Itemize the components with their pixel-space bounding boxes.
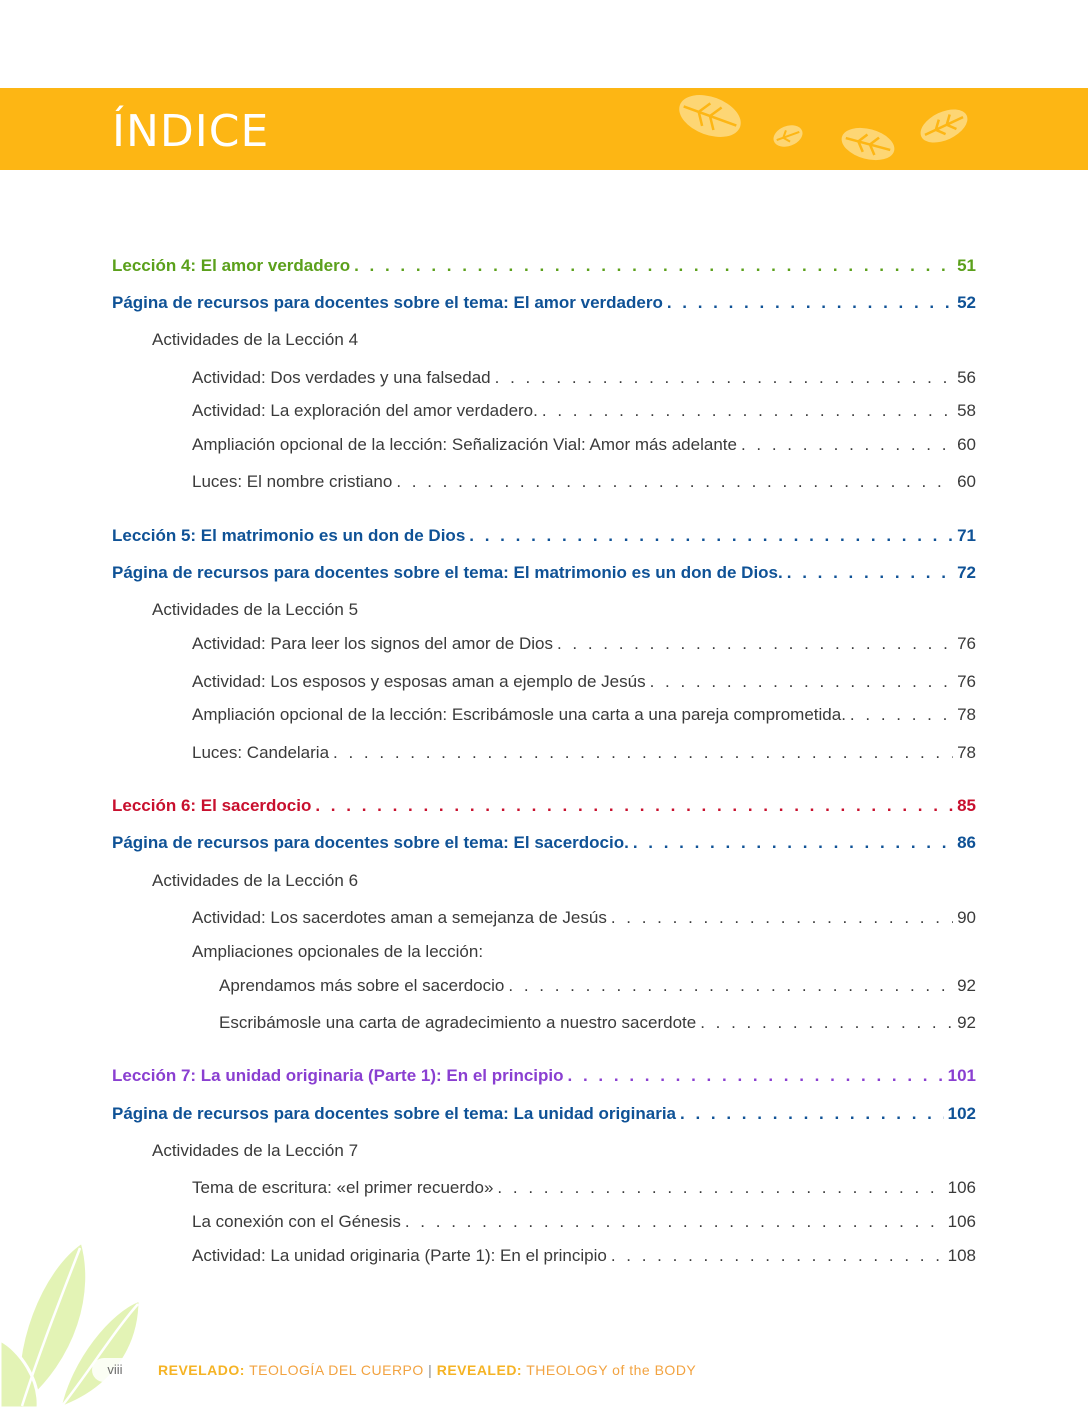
toc-entry-title: Actividades de la Lección 6 bbox=[152, 871, 359, 890]
page-title: ÍNDICE bbox=[112, 106, 270, 157]
toc-page-number: 60 bbox=[957, 472, 976, 491]
toc-entry-lesson[interactable] bbox=[112, 1064, 976, 1088]
toc-entry[interactable] bbox=[192, 433, 976, 457]
toc-entry[interactable] bbox=[219, 1011, 976, 1035]
toc-entry-title: Página de recursos para docentes sobre el tema: El sacerdocio. bbox=[112, 833, 629, 852]
toc-page-number: 92 bbox=[957, 976, 976, 995]
toc-dot-leader bbox=[611, 1244, 944, 1268]
toc-page-number: 51 bbox=[957, 256, 976, 275]
toc-dot-leader bbox=[354, 254, 953, 278]
toc-page-number: 106 bbox=[947, 1178, 976, 1197]
toc-dot-leader bbox=[741, 433, 953, 457]
toc-entry-title: Lección 6: El sacerdocio bbox=[112, 796, 312, 815]
toc-entry[interactable] bbox=[192, 1244, 976, 1268]
toc-dot-leader bbox=[787, 561, 953, 585]
toc-dot-leader bbox=[700, 1011, 953, 1035]
toc-entry-title: Aprendamos más sobre el sacerdocio bbox=[219, 976, 505, 995]
toc-page-number: 90 bbox=[957, 908, 976, 927]
toc-dot-leader bbox=[333, 741, 953, 765]
toc-entry-title: La conexión con el Génesis bbox=[192, 1212, 401, 1231]
toc-entry-title: Actividades de la Lección 4 bbox=[152, 330, 359, 349]
toc-page-number: 76 bbox=[957, 634, 976, 653]
decorative-leaves-icon bbox=[660, 88, 1000, 170]
toc-page-number: 78 bbox=[957, 743, 976, 762]
toc-entry-title: Actividad: La unidad originaria (Parte 1): En el principio bbox=[192, 1246, 607, 1265]
toc-entry[interactable] bbox=[192, 1176, 976, 1200]
toc-entry-title: Página de recursos para docentes sobre el tema: El amor verdadero bbox=[112, 293, 663, 312]
toc-section-heading[interactable] bbox=[152, 869, 976, 893]
toc-dot-leader bbox=[557, 632, 953, 656]
toc-entry[interactable] bbox=[192, 1210, 976, 1234]
footer-brand-line bbox=[158, 1358, 696, 1382]
toc-dot-leader bbox=[680, 1102, 944, 1126]
toc-page-number: 102 bbox=[947, 1104, 976, 1123]
toc-dot-leader bbox=[850, 703, 953, 727]
toc-entry-title: Luces: Candelaria bbox=[192, 743, 330, 762]
toc-entry[interactable] bbox=[192, 632, 976, 656]
toc-entry[interactable] bbox=[192, 670, 976, 694]
toc-page-number: 92 bbox=[957, 1013, 976, 1032]
toc-entry-lesson[interactable] bbox=[112, 254, 976, 278]
toc-page-number: 56 bbox=[957, 368, 976, 387]
toc-entry-title: Ampliación opcional de la lección: Escribámosle una carta a una pareja comprometida. bbox=[192, 705, 846, 724]
toc-section-heading[interactable] bbox=[152, 598, 976, 622]
toc-page-number: 86 bbox=[957, 833, 976, 852]
toc-entry-lesson[interactable] bbox=[112, 561, 976, 585]
toc-dot-leader bbox=[650, 670, 953, 694]
toc-entry-lesson[interactable] bbox=[112, 794, 976, 818]
toc-entry-title: Luces: El nombre cristiano bbox=[192, 472, 393, 491]
toc-page-number: 72 bbox=[957, 563, 976, 582]
toc-page-number: 108 bbox=[947, 1246, 976, 1265]
toc-entry-title: Página de recursos para docentes sobre el tema: La unidad originaria bbox=[112, 1104, 677, 1123]
toc-entry-title: Ampliación opcional de la lección: Señalización Vial: Amor más adelante bbox=[192, 435, 737, 454]
toc-dot-leader bbox=[508, 974, 953, 998]
toc-entry-title: Lección 4: El amor verdadero bbox=[112, 256, 351, 275]
toc-entry-title: Actividades de la Lección 7 bbox=[152, 1141, 359, 1160]
toc-dot-leader bbox=[542, 399, 953, 423]
toc-entry-title: Escribámosle una carta de agradecimiento a nuestro sacerdote bbox=[219, 1013, 697, 1032]
brand-separator: | bbox=[428, 1362, 433, 1378]
toc-entry-title: Actividad: Los sacerdotes aman a semejanza de Jesús bbox=[192, 908, 607, 927]
toc-entry[interactable] bbox=[192, 399, 976, 423]
brand-es-bold: REVELADO: bbox=[158, 1362, 245, 1378]
toc-section-heading[interactable] bbox=[152, 1139, 976, 1163]
toc-entry-title: Página de recursos para docentes sobre el tema: El matrimonio es un don de Dios. bbox=[112, 563, 783, 582]
toc-dot-leader bbox=[469, 524, 953, 548]
toc-page-number: 106 bbox=[947, 1212, 976, 1231]
toc-entry-lesson[interactable] bbox=[112, 524, 976, 548]
toc-entry-title: Actividad: Los esposos y esposas aman a ejemplo de Jesús bbox=[192, 672, 646, 691]
toc-entry[interactable] bbox=[192, 940, 976, 964]
toc-entry[interactable] bbox=[192, 906, 976, 930]
toc-dot-leader bbox=[633, 831, 953, 855]
toc-dot-leader bbox=[667, 291, 953, 315]
toc-page-number: 60 bbox=[957, 435, 976, 454]
toc-page-number: 78 bbox=[957, 705, 976, 724]
toc-dot-leader bbox=[497, 1176, 943, 1200]
header-banner bbox=[0, 88, 1088, 170]
toc-dot-leader bbox=[495, 366, 953, 390]
toc-page-number: 101 bbox=[947, 1066, 976, 1085]
toc-page-number: 71 bbox=[957, 526, 976, 545]
toc-entry-title: Ampliaciones opcionales de la lección: bbox=[192, 942, 484, 961]
toc-dot-leader bbox=[405, 1210, 944, 1234]
toc-entry-title: Actividad: Dos verdades y una falsedad bbox=[192, 368, 491, 387]
toc-entry-lesson[interactable] bbox=[112, 291, 976, 315]
toc-page-number: 76 bbox=[957, 672, 976, 691]
toc-dot-leader bbox=[396, 470, 953, 494]
page-number: viii bbox=[92, 1358, 138, 1382]
toc-section-heading[interactable] bbox=[152, 328, 976, 352]
toc-entry-title: Actividad: Para leer los signos del amor de Dios bbox=[192, 634, 553, 653]
toc-entry[interactable] bbox=[192, 703, 976, 727]
brand-en-text: THEOLOGY of the BODY bbox=[522, 1362, 697, 1378]
page-footer bbox=[0, 1358, 1088, 1382]
toc-entry[interactable] bbox=[192, 741, 976, 765]
toc-entry[interactable] bbox=[219, 974, 976, 998]
toc-page-number: 52 bbox=[957, 293, 976, 312]
toc-entry-title: Actividades de la Lección 5 bbox=[152, 600, 359, 619]
toc-entry[interactable] bbox=[192, 366, 976, 390]
toc-entry[interactable] bbox=[192, 470, 976, 494]
toc-page-number: 58 bbox=[957, 401, 976, 420]
toc-entry-title: Tema de escritura: «el primer recuerdo» bbox=[192, 1178, 494, 1197]
toc-entry-lesson[interactable] bbox=[112, 831, 976, 855]
toc-dot-leader bbox=[568, 1064, 944, 1088]
toc-entry-lesson[interactable] bbox=[112, 1102, 976, 1126]
toc-dot-leader bbox=[611, 906, 953, 930]
toc-dot-leader bbox=[315, 794, 953, 818]
toc-page-number: 85 bbox=[957, 796, 976, 815]
toc-entry-title: Actividad: La exploración del amor verdadero. bbox=[192, 401, 538, 420]
brand-es-text: TEOLOGÍA DEL CUERPO bbox=[244, 1362, 429, 1378]
toc-entry-title: Lección 7: La unidad originaria (Parte 1): En el principio bbox=[112, 1066, 564, 1085]
toc-entry-title: Lección 5: El matrimonio es un don de Dios bbox=[112, 526, 466, 545]
brand-en-bold: REVEALED: bbox=[432, 1362, 523, 1378]
